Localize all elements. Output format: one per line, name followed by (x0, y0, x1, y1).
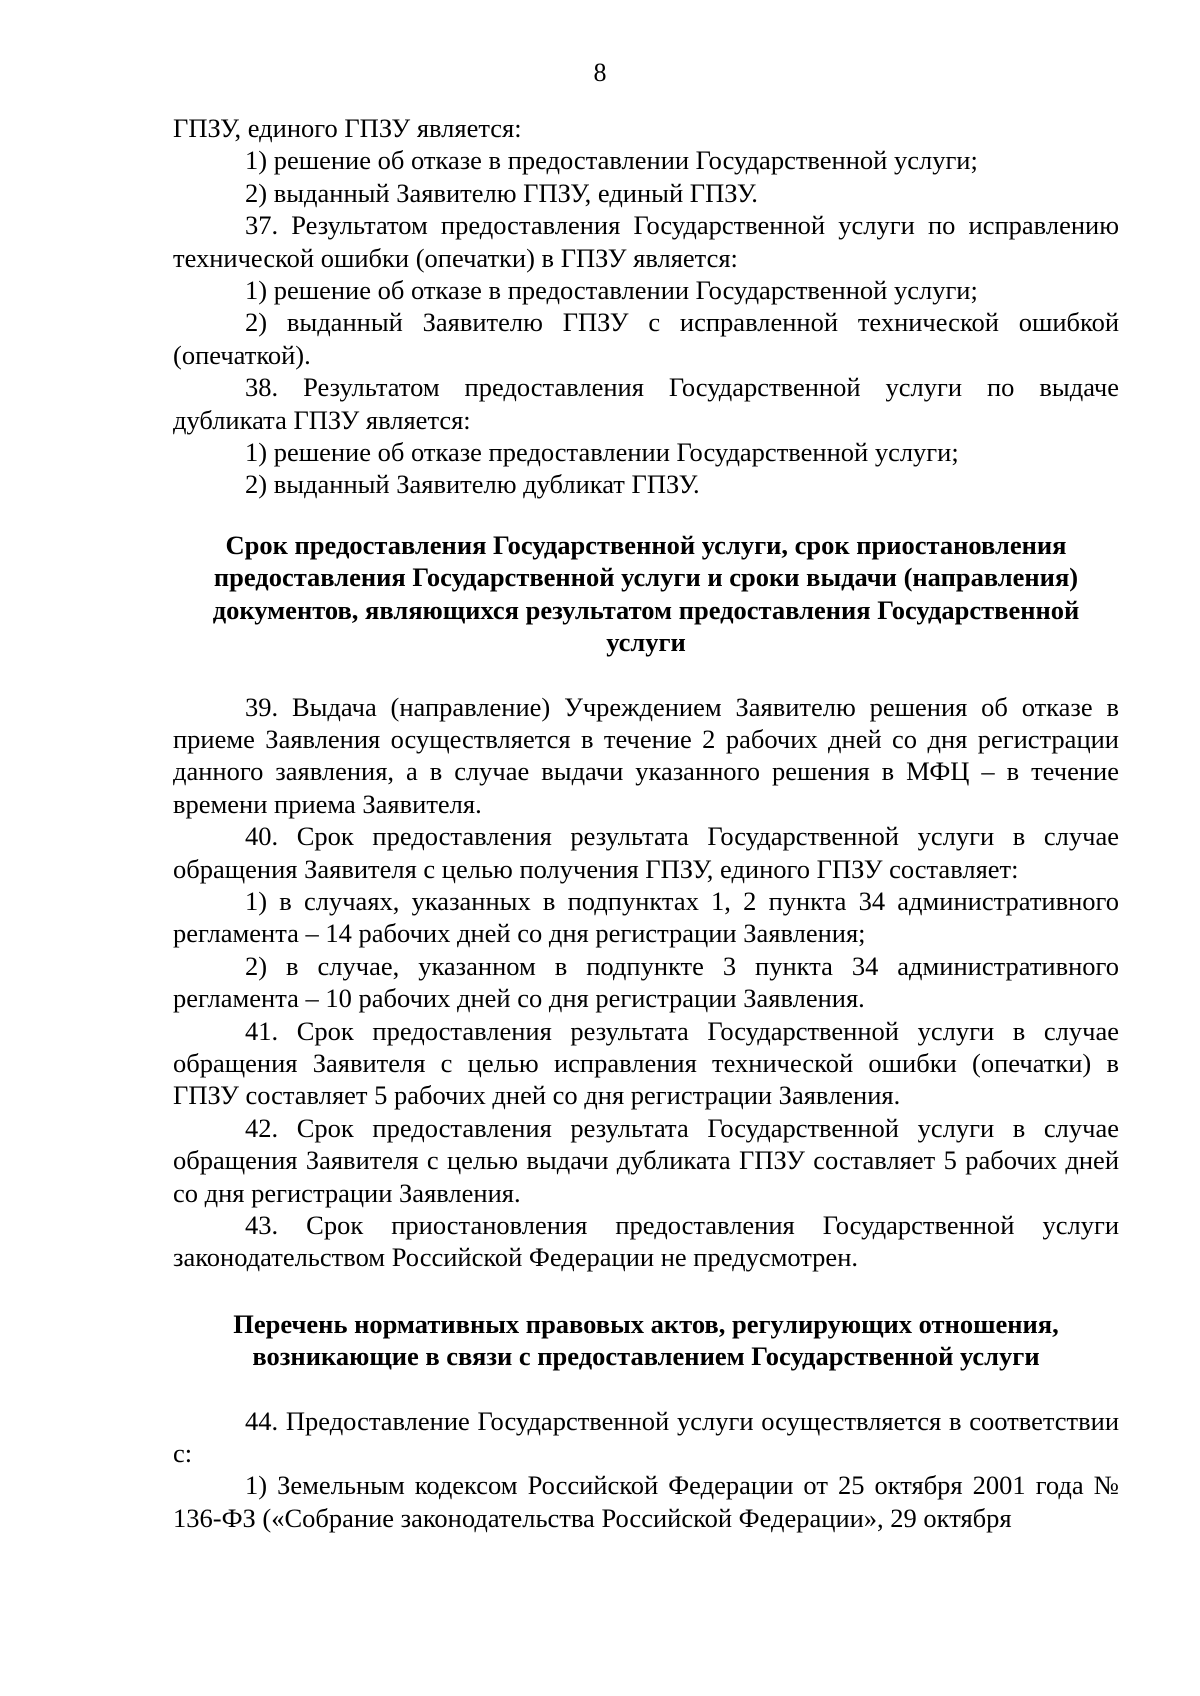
document-body (173, 112, 1119, 1534)
paragraph-item-39: 39. Выдача (направление) Учреждением Заявителю решения об отказе в приеме Заявления осуществляется в течение 2 рабочих дней со дня регистрации данного заявления, а в случае выдачи указанного решения в МФЦ – в течение времени приема Заявителя. (173, 691, 1119, 819)
paragraph: 2) в случае, указанном в подпункте 3 пункта 34 административного регламента – 10 рабочих дней со дня регистрации Заявления. (173, 950, 1119, 1014)
page-number: 8 (593, 58, 607, 87)
paragraph: 1) решение об отказе предоставлении Государственной услуги; (245, 437, 959, 468)
paragraph-item-42: 42. Срок предоставления результата Государственной услуги в случае обращения Заявителя с целью выдачи дубликата ГПЗУ составляет 5 рабочих дней со дня регистрации Заявления. (173, 1112, 1119, 1208)
paragraph: 2) выданный Заявителю ГПЗУ, единый ГПЗУ. (245, 177, 758, 208)
paragraph: ГПЗУ, единого ГПЗУ является: (173, 113, 522, 143)
paragraph-item-38: 38. Результатом предоставления Государственной услуги по выдаче дубликата ГПЗУ является: (173, 372, 1119, 435)
paragraph: 1) решение об отказе в предоставлении Государственной услуги; (245, 275, 978, 306)
paragraph: 1) в случаях, указанных в подпунктах 1, 2 пункта 34 административного регламента – 14 рабочих дней со дня регистрации Заявления; (173, 885, 1119, 949)
paragraph: 1) Земельным кодексом Российской Федерации от 25 октября 2001 года № 136-ФЗ («Собрание законодательства Российской Федерации», 29 октября (173, 1470, 1119, 1533)
paragraph: 2) выданный Заявителю дубликат ГПЗУ. (245, 469, 700, 500)
paragraph-item-41: 41. Срок предоставления результата Государственной услуги в случае обращения Заявителя с целью исправления технической ошибки (опечатки) в ГПЗУ составляет 5 рабочих дней со дня регистрации Заявления. (173, 1015, 1119, 1111)
paragraph-item-40: 40. Срок предоставления результата Государственной услуги в случае обращения Заявителя с целью получения ГПЗУ, единого ГПЗУ составляет: (173, 821, 1119, 884)
section-heading-legal-acts: Перечень нормативных правовых актов, регулирующих отношения, возникающие в связи с предоставлением Государственной услуги (233, 1308, 1059, 1372)
paragraph-item-37: 37. Результатом предоставления Государственной услуги по исправлению технической ошибки (опечатки) в ГПЗУ является: (173, 210, 1119, 273)
paragraph: 1) решение об отказе в предоставлении Государственной услуги; (245, 145, 978, 176)
paragraph: 2) выданный Заявителю ГПЗУ с исправленной технической ошибкой (опечаткой). (173, 307, 1119, 370)
paragraph-item-44: 44. Предоставление Государственной услуги осуществляется в соответствии с: (173, 1405, 1119, 1469)
paragraph-item-43: 43. Срок приостановления предоставления Государственной услуги законодательством Российской Федерации не предусмотрен. (173, 1210, 1119, 1273)
section-heading-deadlines: Срок предоставления Государственной услуги, срок приостановления предоставления Государственной услуги и сроки выдачи (направления) документов, являющихся результатом предоставления Государственной услуги (212, 529, 1080, 658)
